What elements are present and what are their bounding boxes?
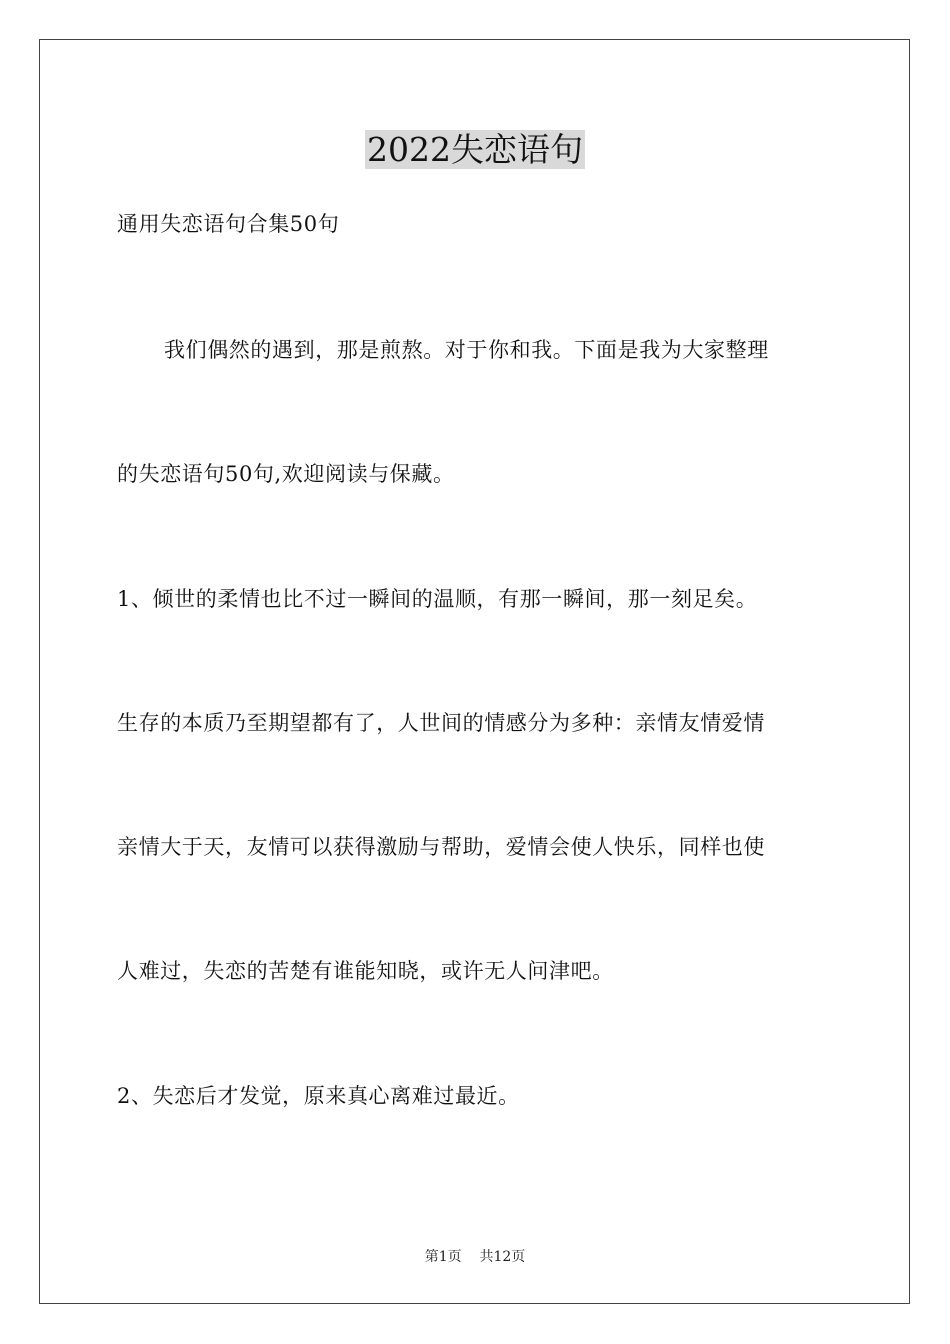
paragraph-line: 1、倾世的柔情也比不过一瞬间的温顺，有那一瞬间，那一刻足矣。 (117, 587, 758, 611)
paragraph-line: 生存的本质乃至期望都有了，人世间的情感分为多种：亲情友情爱情 (117, 711, 765, 735)
document-title: 2022失恋语句 (367, 130, 583, 169)
paragraph-line: 人难过，失恋的苦楚有谁能知晓，或许无人问津吧。 (117, 959, 614, 983)
paragraph-line: 2、失恋后才发觉，原来真心离难过最近。 (117, 1084, 520, 1108)
paragraph-line: 亲情大于天，友情可以获得激励与帮助，爱情会使人快乐，同样也使 (117, 835, 765, 859)
page-number-footer: 第1页 共12页 (424, 1249, 526, 1265)
paragraph-line: 我们偶然的遇到，那是煎熬。对于你和我。下面是我为大家整理 (164, 338, 769, 362)
paragraph-line: 的失恋语句50句,欢迎阅读与保藏。 (117, 462, 455, 486)
document-subtitle: 通用失恋语句合集50句 (117, 212, 340, 236)
